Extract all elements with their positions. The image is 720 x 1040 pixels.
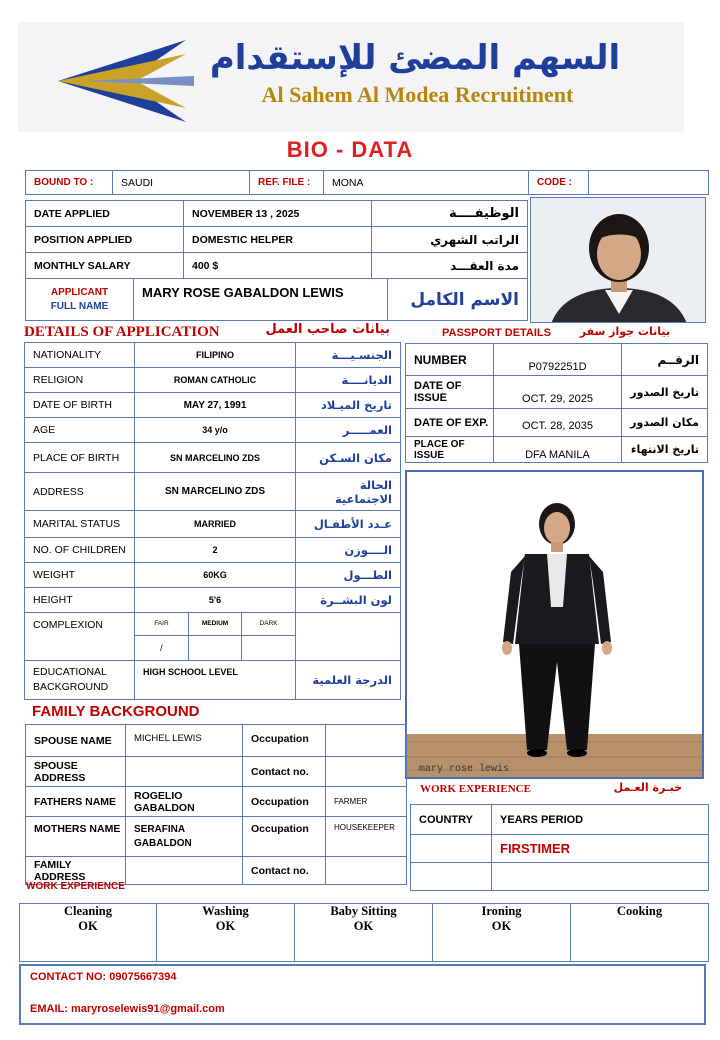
mothers-name-value [126,817,243,857]
date-applied-label: DATE APPLIED [26,201,184,227]
salary-value: 400 $ [184,253,372,279]
details-value: 2 [135,538,296,563]
details-value: 34 y/o [135,418,296,443]
salary-label: MONTHLY SALARY [26,253,184,279]
complexion-fair-label: FAIR [135,613,188,635]
passport-issue-label: DATE OF ISSUE [406,376,494,409]
company-logo-arrows [56,36,196,126]
details-value: ROMAN CATHOLIC [135,368,296,393]
passport-exp-arabic: مكان الصدور [622,409,708,437]
photo-caption: mary rose lewis [419,764,510,775]
details-row [25,418,401,443]
skill-cell [433,904,571,962]
passport-table [405,343,708,463]
details-table [24,342,401,700]
contact-email: EMAIL: maryroselewis91@gmail.com [30,1003,225,1015]
details-label: ADDRESS [25,473,135,511]
family-address-value [126,857,243,885]
details-arabic: تاريخ الميـلاد [296,393,401,418]
skill-name: Cleaning [64,904,112,918]
spouse-contact-label: Contact no. [243,757,326,787]
work-exp-heading-arabic: خبـرة العـمل [613,781,682,794]
spouse-name-value: MICHEL LEWIS [126,725,243,757]
details-arabic: الجنسـيـــة [296,343,401,368]
headshot-photo [530,197,706,323]
full-body-portrait [407,472,702,777]
fathers-name-label: FATHERS NAME [26,787,126,817]
complexion-row [25,613,401,661]
skill-cell [571,904,709,962]
education-value: HIGH SCHOOL LEVEL [135,661,296,700]
fullname-label [26,279,134,321]
skill-cell [295,904,433,962]
skills-table [19,903,709,962]
complexion-label: COMPLEXION [25,613,135,661]
details-arabic: عـدد الأطفـال [296,511,401,538]
spouse-address-value [126,757,243,787]
company-english-name: Al Sahem Al Modea Recruitinent [261,82,574,107]
details-label: AGE [25,418,135,443]
complexion-fair-mark: / [135,635,188,660]
fullname-value: MARY ROSE GABALDON LEWIS [134,279,388,321]
skill-name: Ironing [481,904,522,918]
code-value [589,171,709,195]
passport-heading: PASSPORT DETAILS [442,327,551,339]
details-label: DATE OF BIRTH [25,393,135,418]
salary-arabic: مدة العقـــد [372,253,528,279]
details-arabic: العمـــــر [296,418,401,443]
application-table [25,200,528,279]
fullname-arabic: الاسم الكامل [388,279,528,321]
fullname-label-line2: FULL NAME [50,300,109,312]
bound-to-table [25,170,709,195]
passport-heading-arabic: بيانات جواز سفر [579,325,670,338]
skill-name: Cooking [616,904,663,918]
complexion-grid [135,613,296,661]
details-value: SN MARCELINO ZDS [135,473,296,511]
position-value: DOMESTIC HELPER [184,227,372,253]
family-contact-label: Contact no. [243,857,326,885]
contact-phone: CONTACT NO: 09075667394 [30,971,177,983]
position-label: POSITION APPLIED [26,227,184,253]
complexion-medium-label: MEDIUM [188,613,241,635]
skill-cell [157,904,295,962]
position-arabic: الراتب الشهري [372,227,528,253]
bound-to-value: SAUDI [113,171,250,195]
spouse-occupation-value [326,725,407,757]
details-label: MARITAL STATUS [25,511,135,538]
complexion-dark-mark [242,635,295,660]
complexion-arabic [296,613,401,661]
work-exp-heading: WORK EXPERIENCE [420,783,531,795]
skill-status: OK [78,919,98,933]
passport-exp-label: DATE OF EXP. [406,409,494,437]
spouse-address-label: SPOUSE ADDRESS [26,757,126,787]
details-row [25,588,401,613]
bound-to-label: BOUND TO : [26,171,113,195]
details-arabic: الحالة الاجتماعية [296,473,401,511]
details-value: SN MARCELINO ZDS [135,443,296,473]
passport-number-arabic: الرقــم [622,344,708,376]
details-arabic: مكان السـكن [296,443,401,473]
work-exp-table [410,804,709,891]
fullname-label-line1: APPLICANT [50,286,109,298]
fathers-occupation-value: FARMER [326,787,407,817]
passport-place-label: PLACE OF ISSUE [406,437,494,463]
fathers-name-value: ROGELIO GABALDON [126,787,243,817]
details-row [25,511,401,538]
education-label-line1: EDUCATIONAL [33,666,107,678]
spouse-occupation-label: Occupation [243,725,326,757]
education-arabic: الدرجة العلمية [296,661,401,700]
family-contact-value [326,857,407,885]
skill-status: OK [491,919,512,933]
passport-issue-arabic: تاريخ الصدور [622,376,708,409]
bio-data-title: BIO - DATA [286,137,414,162]
complexion-medium-mark [188,635,241,660]
code-label: CODE : [529,171,589,195]
passport-place-arabic: تاريخ الانتهاء [622,437,708,463]
passport-number-value: P0792251D [494,344,622,376]
date-applied-arabic: الوظيفــــة [372,201,528,227]
country-value [411,835,492,863]
country-label: COUNTRY [411,805,492,835]
ref-file-label: REF. FILE : [250,171,324,195]
details-row [25,393,401,418]
details-row [25,473,401,511]
details-label: RELIGION [25,368,135,393]
education-label [25,661,135,700]
family-table [25,724,407,885]
skill-cell [20,904,157,962]
details-heading: DETAILS OF APPLICATION [24,324,220,340]
details-label: HEIGHT [25,588,135,613]
passport-issue-value: OCT. 29, 2025 [494,376,622,409]
details-label: WEIGHT [25,563,135,588]
details-arabic: الــــوزن [296,538,401,563]
mothers-name-line2: GABALDON [134,837,192,849]
date-applied-value: NOVEMBER 13 , 2025 [184,201,372,227]
mothers-name-label: MOTHERS NAME [26,817,126,857]
headshot-portrait [531,198,706,323]
details-row [25,368,401,393]
country-value-2 [411,863,492,891]
years-period-value-2 [492,863,709,891]
skills-heading: WORK EXPERIENCE [26,881,125,892]
details-arabic: الطـــول [296,563,401,588]
details-value: MARRIED [135,511,296,538]
details-label: NO. OF CHILDREN [25,538,135,563]
details-label: NATIONALITY [25,343,135,368]
details-value: 5'6 [135,588,296,613]
skill-status: OK [353,919,374,933]
family-heading: FAMILY BACKGROUND [32,703,200,720]
passport-place-value: DFA MANILA [494,437,622,463]
details-value: FILIPINO [135,343,296,368]
details-arabic: لون البشــرة [296,588,401,613]
skill-name: Baby Sitting [330,904,397,918]
skill-name: Washing [202,904,249,918]
passport-number-label: NUMBER [406,344,494,376]
education-label-line2: BACKGROUND [33,681,109,693]
company-arabic-name: السهم المضئ للإستقدام [209,38,621,78]
mothers-occupation-value: HOUSEKEEPER [326,817,407,857]
details-row [25,443,401,473]
work-status: FIRSTIMER [492,835,709,863]
fathers-occupation-label: Occupation [243,787,326,817]
ref-file-value: MONA [324,171,529,195]
mothers-occupation-label: Occupation [243,817,326,857]
details-value: MAY 27, 1991 [135,393,296,418]
skill-status: OK [215,919,236,933]
spouse-contact-value [326,757,407,787]
details-row [25,563,401,588]
education-row [25,661,401,700]
spouse-name-label: SPOUSE NAME [26,725,126,757]
details-heading-arabic: بيانات صاحب العمل [265,322,390,337]
details-label: PLACE OF BIRTH [25,443,135,473]
details-row [25,343,401,368]
details-arabic: الديانــــة [296,368,401,393]
fullname-table [25,278,528,321]
full-body-photo [405,470,704,779]
mothers-name-line1: SERAFINA [134,823,186,835]
passport-exp-value: OCT. 28, 2035 [494,409,622,437]
years-period-label: YEARS PERIOD [492,805,709,835]
complexion-dark-label: DARK [242,613,295,635]
details-value: 60KG [135,563,296,588]
family-address-label: FAMILY ADDRESS [26,857,126,885]
details-row [25,538,401,563]
